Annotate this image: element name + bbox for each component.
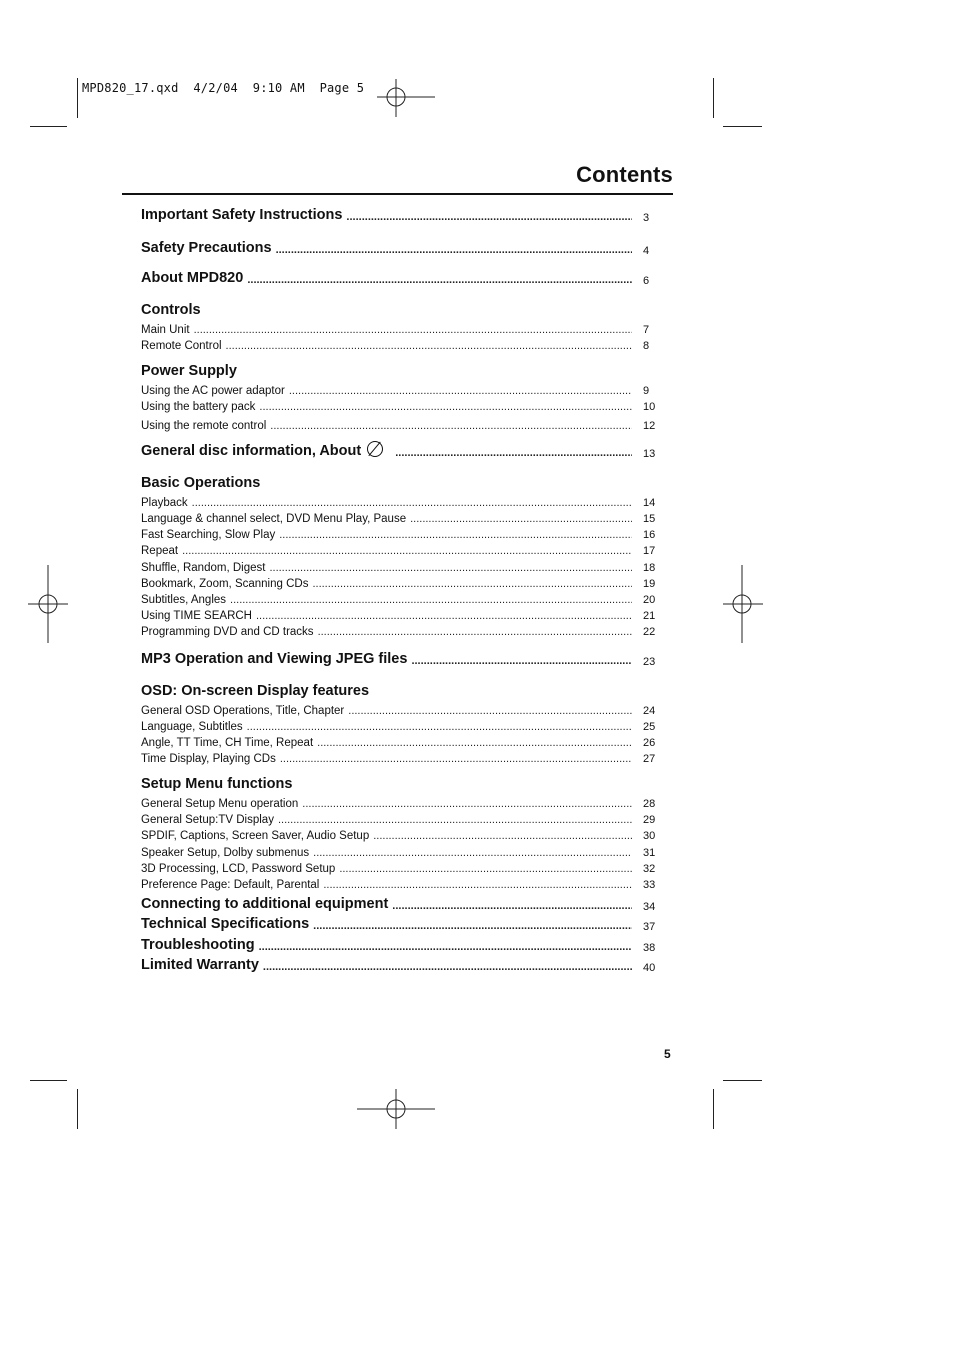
dot-leader (194, 324, 632, 336)
toc-page-number: 19 (643, 578, 656, 590)
toc-page-number: 28 (643, 798, 656, 810)
toc-page-number: 34 (643, 901, 656, 913)
toc-section-heading: Basic Operations (141, 475, 261, 491)
page-title: Contents (576, 162, 673, 187)
toc-page-number: 32 (643, 863, 656, 875)
dot-leader (318, 626, 632, 638)
title-rule (122, 193, 673, 195)
toc-entry-label: Time Display, Playing CDs (141, 753, 276, 765)
toc-entry-label: General Setup:TV Display (141, 814, 274, 826)
dot-leader (192, 497, 632, 509)
toc-entry-label: Using the remote control (141, 420, 267, 432)
toc-page-number: 21 (643, 610, 656, 622)
toc-entry-label: Technical Specifications (141, 916, 310, 932)
dot-leader (339, 863, 632, 875)
dot-leader (313, 847, 632, 859)
toc-entry[interactable] (141, 875, 657, 891)
toc-page-number: 4 (643, 245, 650, 257)
toc-entry[interactable] (141, 810, 657, 826)
toc-page-number: 14 (643, 497, 656, 509)
toc-section-heading: OSD: On-screen Display features (141, 683, 370, 699)
toc-entry[interactable] (141, 896, 657, 912)
toc-page-number: 24 (643, 705, 656, 717)
crop-mark (77, 78, 78, 118)
toc-entry[interactable] (141, 270, 657, 286)
toc-entry[interactable] (141, 493, 657, 509)
toc-page-number: 17 (643, 545, 656, 557)
dot-leader (312, 578, 632, 590)
dot-leader (247, 274, 632, 286)
toc-entry-label: General OSD Operations, Title, Chapter (141, 705, 345, 717)
toc-entry-label: Shuffle, Random, Digest (141, 562, 266, 574)
crop-mark (77, 1089, 78, 1129)
toc-page-number: 40 (643, 962, 656, 974)
toc-entry[interactable] (141, 509, 657, 525)
toc-page-number: 10 (643, 401, 656, 413)
toc-entry-label: Connecting to additional equipment (141, 896, 389, 912)
toc-entry-label: Remote Control (141, 340, 222, 352)
registration-mark-icon (28, 565, 68, 643)
dot-leader (230, 594, 632, 606)
toc-page-number: 22 (643, 626, 656, 638)
toc-page-number: 16 (643, 529, 656, 541)
toc-section-heading: Setup Menu functions (141, 776, 293, 792)
toc-entry[interactable] (141, 320, 657, 336)
crop-mark (723, 1080, 762, 1081)
dot-leader (226, 340, 632, 352)
dot-leader (269, 562, 632, 574)
dot-leader (256, 610, 632, 622)
dot-leader (395, 447, 632, 459)
toc-page-number: 27 (643, 753, 656, 765)
toc-entry[interactable] (141, 843, 657, 859)
toc-entry[interactable] (141, 701, 657, 717)
toc-entry[interactable] (141, 525, 657, 541)
toc-page-number: 29 (643, 814, 656, 826)
toc-entry-label: Repeat (141, 545, 179, 557)
toc-entry-label: Angle, TT Time, CH Time, Repeat (141, 737, 314, 749)
toc-entry[interactable] (141, 749, 657, 765)
toc-entry[interactable] (141, 794, 657, 810)
toc-page-number: 37 (643, 921, 656, 933)
dot-leader (259, 401, 632, 413)
toc-entry[interactable] (141, 381, 657, 397)
toc-entry-label: General Setup Menu operation (141, 798, 299, 810)
toc-page-number: 13 (643, 448, 656, 460)
page-number: 5 (664, 1047, 671, 1061)
toc-entry[interactable] (141, 590, 657, 606)
dot-leader (280, 753, 632, 765)
dot-leader (302, 798, 632, 810)
toc-entry[interactable] (141, 937, 657, 953)
no-entry-symbol-icon (367, 441, 383, 457)
toc-entry[interactable] (141, 443, 657, 459)
crop-mark (713, 78, 714, 118)
dot-leader (323, 879, 632, 891)
dot-leader (263, 961, 632, 973)
toc-page-number: 12 (643, 420, 656, 432)
toc-page-number: 31 (643, 847, 656, 859)
dot-leader (410, 513, 632, 525)
dot-leader (182, 545, 632, 557)
dot-leader (317, 737, 632, 749)
toc-entry[interactable] (141, 957, 657, 973)
toc-page-number: 25 (643, 721, 656, 733)
toc-section-heading: Controls (141, 302, 201, 318)
toc-page-number: 18 (643, 562, 656, 574)
toc-entry-label: 3D Processing, LCD, Password Setup (141, 863, 336, 875)
toc-entry-label: Troubleshooting (141, 937, 255, 953)
toc-entry-label: Playback (141, 497, 188, 509)
dot-leader (346, 211, 632, 223)
registration-mark-icon (357, 1089, 435, 1129)
toc-entry-label: Using TIME SEARCH (141, 610, 252, 622)
dot-leader (276, 244, 632, 256)
toc-entry-label: Programming DVD and CD tracks (141, 626, 314, 638)
dot-leader (373, 830, 632, 842)
toc-page-number: 8 (643, 340, 650, 352)
toc-section-heading: Power Supply (141, 363, 237, 379)
dot-leader (313, 920, 632, 932)
toc-entry[interactable] (141, 574, 657, 590)
toc-entry[interactable] (141, 606, 657, 622)
toc-page-number: 30 (643, 830, 656, 842)
toc-entry-label: Speaker Setup, Dolby submenus (141, 847, 310, 859)
dot-leader (411, 655, 632, 667)
dot-leader (392, 900, 632, 912)
toc-entry-label: Language, Subtitles (141, 721, 243, 733)
toc-entry-label: Safety Precautions (141, 240, 272, 256)
toc-entry[interactable] (141, 541, 657, 557)
toc-entry-label: General disc information, About (141, 441, 383, 459)
toc-entry-label: Important Safety Instructions (141, 207, 343, 223)
toc-entry[interactable] (141, 859, 657, 875)
toc-page-number: 6 (643, 275, 650, 287)
registration-mark-icon (377, 79, 435, 117)
toc-entry-label: Fast Searching, Slow Play (141, 529, 276, 541)
toc-page-number: 23 (643, 656, 656, 668)
dot-leader (247, 721, 632, 733)
crop-mark (30, 1080, 67, 1081)
registration-mark-icon (723, 565, 763, 643)
crop-mark (30, 126, 67, 127)
crop-mark (713, 1089, 714, 1129)
toc-page-number: 3 (643, 212, 650, 224)
dot-leader (259, 941, 632, 953)
toc-entry-label: Subtitles, Angles (141, 594, 227, 606)
toc-entry[interactable] (141, 733, 657, 749)
toc-entry[interactable] (141, 336, 657, 352)
toc-entry[interactable] (141, 558, 657, 574)
toc-page-number: 15 (643, 513, 656, 525)
toc-page-number: 20 (643, 594, 656, 606)
toc-entry[interactable] (141, 207, 657, 223)
toc-page-number: 26 (643, 737, 656, 749)
toc-entry[interactable] (141, 826, 657, 842)
toc-entry-label: Preference Page: Default, Parental (141, 879, 320, 891)
dot-leader (278, 814, 632, 826)
print-slug: MPD820_17.qxd 4/2/04 9:10 AM Page 5 (82, 81, 365, 95)
toc-entry-label: MP3 Operation and Viewing JPEG files (141, 651, 408, 667)
toc-entry-label: Main Unit (141, 324, 190, 336)
toc-entry-label: SPDIF, Captions, Screen Saver, Audio Setup (141, 830, 370, 842)
toc-entry-label: Using the battery pack (141, 401, 256, 413)
toc-page-number: 9 (643, 385, 650, 397)
dot-leader (289, 385, 632, 397)
toc-entry[interactable] (141, 717, 657, 733)
toc-entry-label: Language & channel select, DVD Menu Play, Pause (141, 513, 407, 525)
dot-leader (279, 529, 632, 541)
crop-mark (723, 126, 762, 127)
toc-entry[interactable] (141, 651, 657, 667)
dot-leader (270, 420, 632, 432)
toc-page-number: 38 (643, 942, 656, 954)
toc-page-number: 7 (643, 324, 650, 336)
toc-entry-label: Bookmark, Zoom, Scanning CDs (141, 578, 309, 590)
toc-entry[interactable] (141, 416, 657, 432)
toc-entry-label: Limited Warranty (141, 957, 259, 973)
toc-entry[interactable] (141, 916, 657, 932)
toc-page-number: 33 (643, 879, 656, 891)
toc-entry-label: About MPD820 (141, 270, 244, 286)
dot-leader (348, 705, 632, 717)
toc-entry[interactable] (141, 397, 657, 413)
toc-entry[interactable] (141, 240, 657, 256)
toc-entry[interactable] (141, 622, 657, 638)
toc-entry-label: Using the AC power adaptor (141, 385, 285, 397)
